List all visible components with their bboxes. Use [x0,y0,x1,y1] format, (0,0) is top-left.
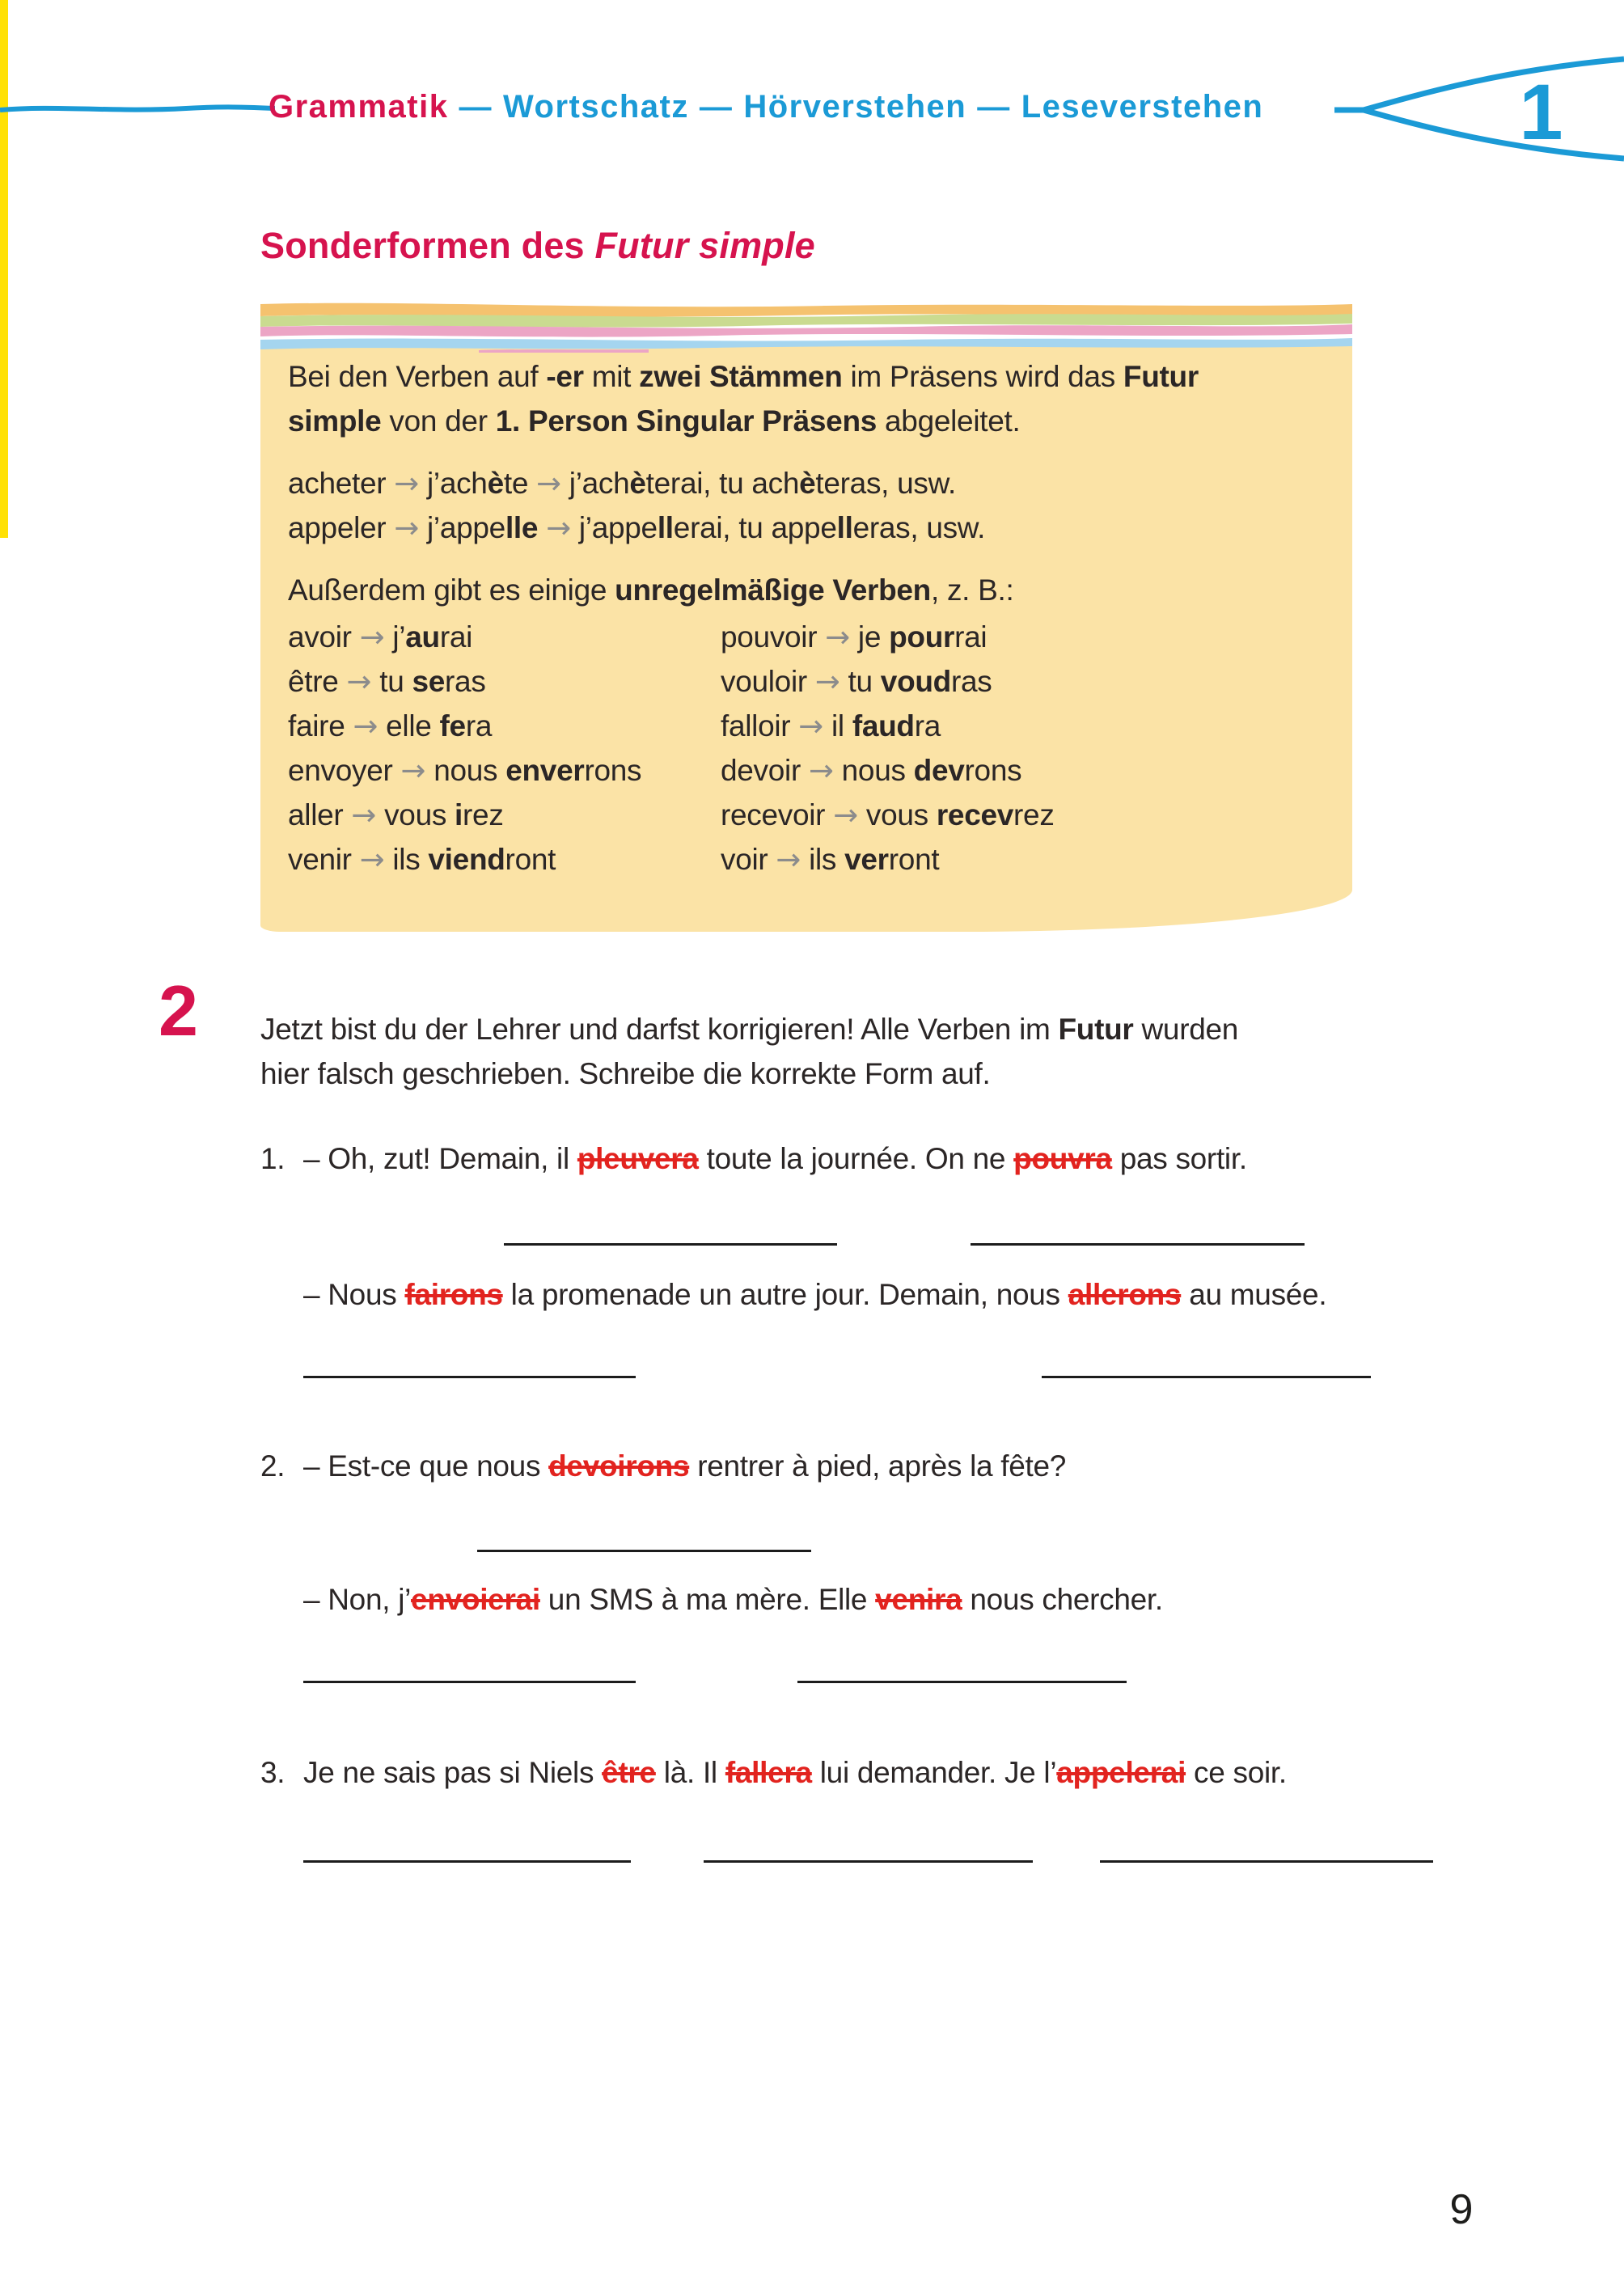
verb-cell-left: avoir → j’aurai [288,620,473,654]
item-sentence: – Est-ce que nous devoirons rentrer à pied, après la fête? [303,1449,1067,1483]
page-title-italic: Futur simple [594,225,815,266]
page-title [260,225,815,267]
answer-blank-line [303,1681,636,1683]
verb-cell-left: être → tu seras [288,664,486,699]
item-sentence: – Oh, zut! Demain, il pleuvera toute la journée. On ne pouvra pas sortir. [303,1142,1247,1175]
verb-cell-right: vouloir → tu voudras [721,664,992,699]
item-sentence: Je ne sais pas si Niels être là. Il fallera lui demander. Je l’appelerai ce soir. [303,1756,1287,1789]
instruction-line: hier falsch geschrieben. Schreibe die korrekte Form auf. [260,1057,991,1090]
verb-row [288,615,1328,659]
verb-cell-right: recevoir → vous recevrez [721,797,1055,832]
item-number: 3. [260,1756,285,1789]
header-separator: — [699,89,734,125]
exercise-instructions [260,1007,1425,1096]
header-nav [269,89,1352,125]
header-item-hoerverstehen: Hörverstehen [743,89,967,125]
left-edge-accent-bar [0,0,8,538]
item-number: 1. [260,1142,285,1175]
item-number: 2. [260,1449,285,1483]
answer-blank-line [1100,1860,1433,1863]
verb-cell-right: pouvoir → je pourrai [721,620,988,654]
verb-row [288,659,1328,704]
item-reply-sentence: – Nous fairons la promenade un autre jour. Demain, nous allerons au musée. [303,1278,1327,1311]
verb-cell-left: faire → elle fera [288,709,493,743]
verb-row [288,793,1328,837]
rule-text-line-2: simple von der 1. Person Singular Präsens abgeleitet. [288,404,1021,438]
header-separator: — [459,89,493,125]
chapter-number: 1 [1519,68,1563,156]
answer-blank-line [303,1376,636,1378]
example-appeler: appeler → j’appelle → j’appellerai, tu appelleras, usw. [288,510,986,545]
rule-text-line-1: Bei den Verben auf -er mit zwei Stämmen im Präsens wird das Futur [288,360,1199,393]
exercise-item-3 [260,1750,1474,1795]
page-title-regular: Sonderformen des [260,225,595,266]
verb-row [288,704,1328,748]
answer-blank-line [504,1243,837,1246]
info-box [260,299,1352,932]
verb-cell-left: venir → ils viendront [288,842,556,877]
verb-cell-right: voir → ils verront [721,842,940,877]
header-rule-line [0,102,275,116]
answer-blank-line [477,1550,811,1552]
exercise-item-1 [260,1136,1474,1181]
instruction-line: Jetzt bist du der Lehrer und darfst korrigieren! Alle Verben im Futur wurden [260,1013,1239,1046]
answer-blank-line [303,1860,631,1863]
example-acheter: acheter → j’achète → j’achèterai, tu achèteras, usw. [288,466,956,501]
answer-blank-line [797,1681,1127,1683]
exercise-item-2 [260,1444,1474,1488]
header-item-leseverstehen: Leseverstehen [1021,89,1264,125]
header-separator: — [977,89,1011,125]
info-box-content [288,354,1328,882]
item-reply-sentence: – Non, j’envoierai un SMS à ma mère. Elle venira nous chercher. [303,1583,1163,1616]
verb-cell-left: envoyer → nous enverrons [288,753,642,788]
irregular-verb-table [288,615,1328,882]
answer-blank-line [1042,1376,1371,1378]
info-box-stripes [260,299,1352,353]
exercise-number: 2 [159,971,198,1051]
answer-blank-line [971,1243,1305,1246]
answer-blank-line [704,1860,1033,1863]
header-item-grammatik: Grammatik [269,89,449,125]
rule-text-irregular: Außerdem gibt es einige unregelmäßige Verben, z. B.: [288,573,1014,607]
page-number: 9 [1449,2186,1474,2233]
verb-row [288,837,1328,882]
verb-cell-right: devoir → nous devrons [721,753,1022,788]
header-item-wortschatz: Wortschatz [502,89,689,125]
verb-cell-left: aller → vous irez [288,797,504,832]
verb-row [288,748,1328,793]
verb-cell-right: falloir → il faudra [721,709,941,743]
